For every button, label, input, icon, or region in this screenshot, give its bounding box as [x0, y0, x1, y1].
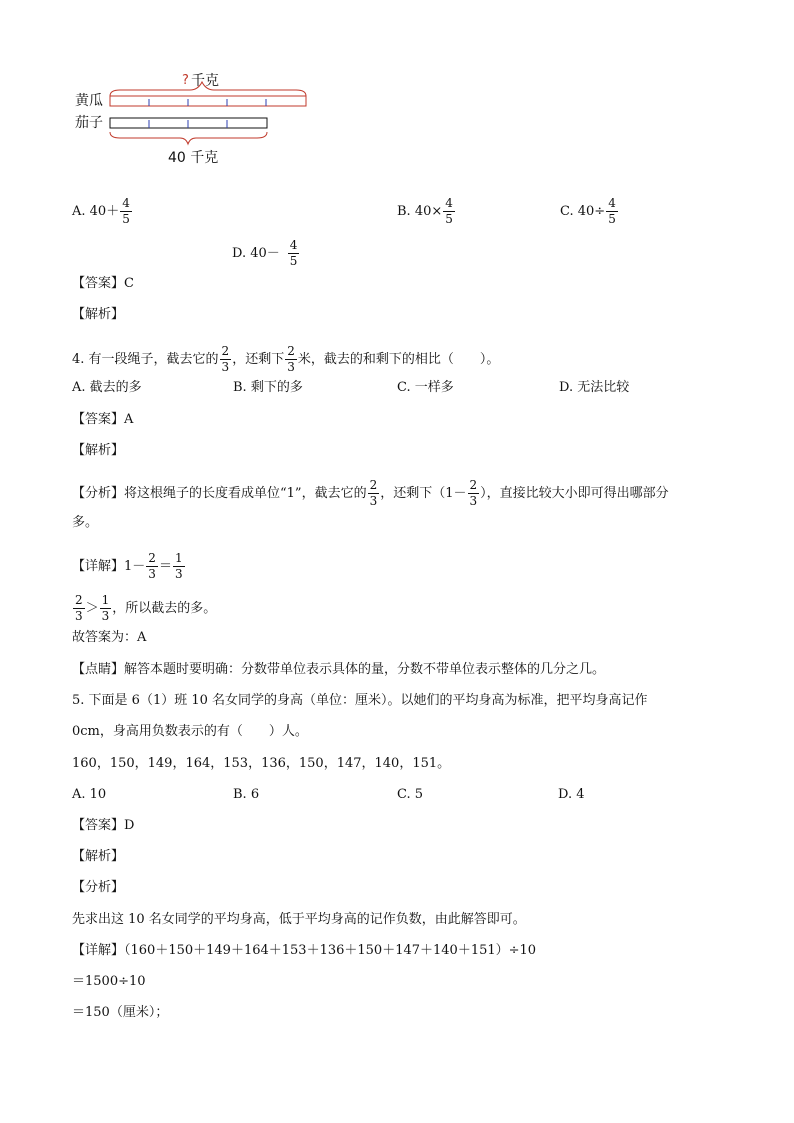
bottom-brace — [110, 132, 267, 144]
answer-tag: 【答案】 — [72, 276, 125, 291]
denominator: 3 — [369, 494, 378, 508]
numerator: 1 — [174, 551, 183, 565]
fraction — [443, 196, 455, 227]
q5-stem-cont: 0cm，身高用负数表示的有（ ）人。 — [72, 724, 308, 739]
denominator: 3 — [148, 567, 156, 581]
q3-option-b-prefix: B. 40× — [397, 204, 443, 219]
q3-option-d-prefix: D. 40－ — [232, 246, 280, 261]
fraction — [146, 551, 158, 582]
q4-option-d: D. 无法比较 — [559, 380, 630, 395]
fraction — [173, 551, 185, 582]
fraction — [368, 478, 380, 509]
fraction — [220, 344, 232, 375]
q5-fenxi-text: 先求出这 10 名女同学的平均身高，低于平均身高的记作负数，由此解答即可。 — [72, 912, 526, 927]
q5-xiangjie — [72, 942, 536, 960]
numerator: 2 — [369, 478, 378, 492]
numerator: 4 — [445, 196, 453, 210]
denominator: 5 — [289, 254, 298, 268]
numerator: 2 — [221, 344, 230, 358]
q4-answer — [72, 411, 133, 429]
q4-stem — [72, 344, 499, 375]
q5-option-c: C. 5 — [397, 787, 424, 802]
denominator: 5 — [608, 212, 616, 226]
compare-tail: ，所以截去的多。 — [112, 601, 217, 616]
q4-option-c: C. 一样多 — [397, 380, 454, 395]
row-label-cucumber: 黄瓜 — [75, 93, 103, 109]
q4-stem-a: 4. 有一段绳子，截去它的 — [72, 352, 219, 367]
cucumber-eggplant-diagram — [70, 68, 330, 168]
eggplant-ticks — [149, 120, 227, 128]
q5-fenxi-tag: 【分析】 — [72, 880, 125, 895]
q3-option-d — [232, 238, 300, 269]
q3-answer — [72, 275, 134, 293]
numerator: 2 — [469, 478, 478, 492]
top-label: 千克 — [191, 73, 219, 89]
fraction — [468, 478, 480, 509]
fraction — [120, 196, 132, 227]
numerator: 1 — [101, 593, 110, 607]
denominator: 5 — [445, 212, 453, 226]
q5-data: 160，150，149，164，153，136，150，147，140，151。 — [72, 756, 451, 771]
calc-line-2: ＝1500÷10 — [72, 974, 146, 989]
q4-compare — [72, 593, 216, 624]
q5-option-d: D. 4 — [558, 787, 585, 802]
numerator: 4 — [122, 196, 130, 210]
q4-option-a: A. 截去的多 — [72, 380, 142, 395]
answer-tag: 【答案】 — [72, 818, 125, 833]
cucumber-ticks — [149, 99, 266, 106]
answer-tag: 【答案】 — [72, 412, 125, 427]
q4-analysis-tag: 【解析】 — [72, 443, 125, 458]
q3-option-c-prefix: C. 40÷ — [560, 204, 606, 219]
q3-option-c — [560, 196, 619, 227]
fenxi-text-c: ），直接比较大小即可得出哪部分 — [480, 486, 669, 501]
fenxi-text-b: ，还剩下（1－ — [380, 486, 467, 501]
dianjing-text: 解答本题时要明确：分数带单位表示具体的量，分数不带单位表示整体的几分之几。 — [124, 662, 606, 677]
equals: ＝ — [158, 559, 172, 574]
calc-line-1: （160＋150＋149＋164＋153＋136＋150＋147＋140＋151）÷10 — [124, 943, 537, 958]
fraction — [73, 593, 85, 624]
q4-fenxi — [72, 478, 669, 509]
numerator: 4 — [289, 238, 298, 252]
denominator: 5 — [122, 212, 130, 226]
q4-dianjing — [72, 661, 605, 679]
answer-value: D — [124, 818, 135, 833]
q5-option-b: B. 6 — [233, 787, 260, 802]
denominator: 3 — [469, 494, 478, 508]
denominator: 3 — [75, 609, 83, 623]
fraction — [288, 238, 300, 269]
fraction — [285, 344, 297, 375]
numerator: 2 — [287, 344, 295, 358]
q5-analysis-tag: 【解析】 — [72, 849, 125, 864]
denominator: 3 — [287, 360, 295, 374]
q4-stem-c: 米，截去的和剩下的相比（ ）。 — [297, 352, 500, 367]
greater-than: ＞ — [85, 601, 99, 616]
question-mark: ? — [182, 73, 189, 88]
answer-value: C — [124, 276, 134, 291]
q4-xiangjie — [72, 551, 186, 582]
q3-option-a-prefix: A. 40＋ — [72, 204, 120, 219]
fraction — [606, 196, 618, 227]
bottom-label: 40 千克 — [168, 150, 219, 166]
answer-value: A — [124, 412, 134, 427]
q3-analysis-tag: 【解析】 — [72, 307, 125, 322]
calc-line-3: ＝150（厘米）； — [72, 1005, 169, 1020]
q3-option-a — [72, 196, 133, 227]
q4-option-b: B. 剩下的多 — [233, 380, 303, 395]
denominator: 3 — [101, 609, 110, 623]
q3-option-b — [397, 196, 456, 227]
xiangjie-tag: 【详解】 — [72, 559, 125, 574]
fenxi-tag: 【分析】 — [72, 486, 125, 501]
xiangjie-a: 1－ — [124, 559, 146, 574]
fraction — [100, 593, 112, 624]
q4-stem-b: ，还剩下 — [232, 352, 285, 367]
q5-stem: 5. 下面是 6（1）班 10 名女同学的身高（单位：厘米）。以她们的平均身高为标准，把平均身高记作 — [72, 693, 648, 708]
denominator: 3 — [221, 360, 230, 374]
q5-answer — [72, 817, 134, 835]
q4-final-answer: 故答案为：A — [72, 630, 147, 645]
numerator: 4 — [608, 196, 616, 210]
q5-option-a: A. 10 — [72, 787, 107, 802]
numerator: 2 — [75, 593, 83, 607]
denominator: 3 — [174, 567, 183, 581]
row-label-eggplant: 茄子 — [75, 115, 103, 131]
cucumber-bar — [110, 96, 306, 106]
dianjing-tag: 【点睛】 — [72, 662, 125, 677]
numerator: 2 — [148, 551, 156, 565]
q4-fenxi-cont: 多。 — [72, 515, 99, 530]
fenxi-text-a: 将这根绳子的长度看成单位“1”，截去它的 — [124, 486, 367, 501]
xiangjie-tag: 【详解】 — [72, 943, 125, 958]
